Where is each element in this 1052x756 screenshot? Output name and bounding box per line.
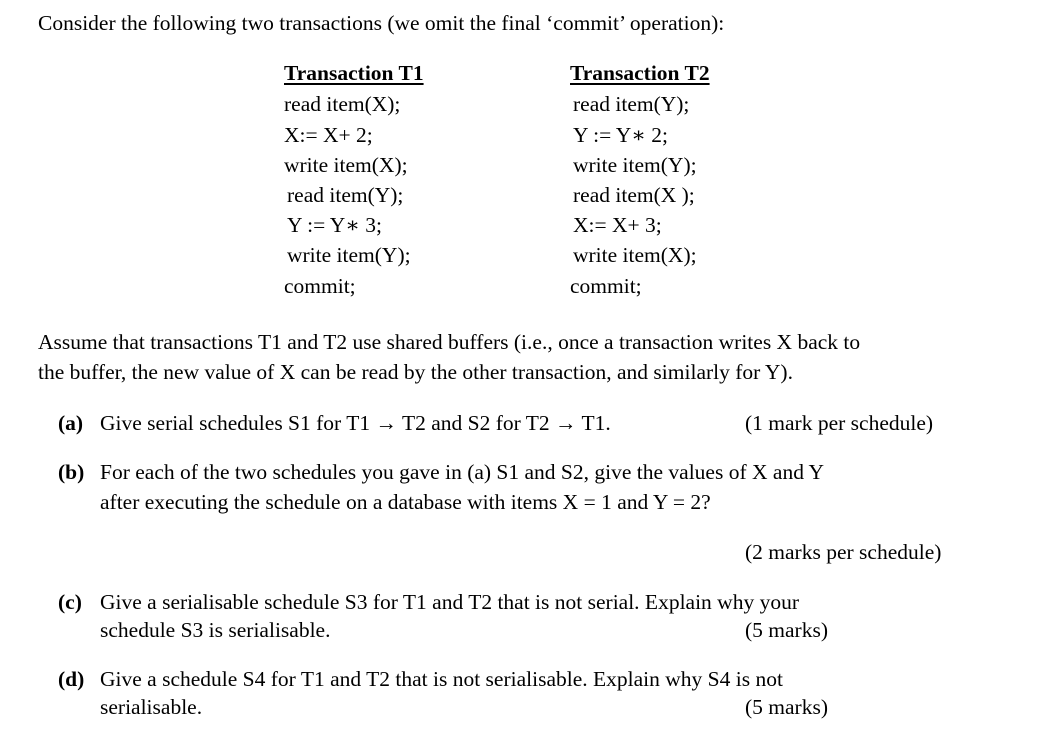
- question-c-text-1: Give a serialisable schedule S3 for T1 and T2 that is not serial. Explain why your: [100, 590, 799, 614]
- question-c-label: (c): [58, 590, 82, 614]
- question-b-marks: (2 marks per schedule): [745, 540, 942, 564]
- t1-line: commit;: [284, 274, 356, 298]
- t2-line: read item(Y);: [573, 92, 690, 116]
- t2-line: X:= X+ 3;: [573, 213, 662, 237]
- question-c-text-2: schedule S3 is serialisable.: [100, 618, 331, 642]
- t1-line: Y := Y∗ 3;: [287, 213, 383, 237]
- question-d-marks: (5 marks): [745, 695, 828, 719]
- assumption-line-1: Assume that transactions T1 and T2 use shared buffers (i.e., once a transaction writes X back to: [38, 330, 861, 354]
- t2-line: Y := Y∗ 2;: [573, 123, 669, 147]
- t1-line: X:= X+ 2;: [284, 123, 373, 147]
- t1-line: read item(Y);: [287, 183, 404, 207]
- t2-line: commit;: [570, 274, 642, 298]
- question-a-marks: (1 mark per schedule): [745, 411, 934, 435]
- intro-text: Consider the following two transactions (we omit the final ‘commit’ operation):: [38, 11, 725, 35]
- t1-line: read item(X);: [284, 92, 401, 116]
- question-b-text-1: For each of the two schedules you gave in (a) S1 and S2, give the values of X and Y: [100, 460, 825, 484]
- t2-line: write item(X);: [573, 243, 697, 267]
- question-b-text-2: after executing the schedule on a database with items X = 1 and Y = 2?: [100, 490, 711, 514]
- question-c-marks: (5 marks): [745, 618, 828, 642]
- t2-line: write item(Y);: [573, 153, 697, 177]
- question-a-label: (a): [58, 411, 84, 435]
- t1-header: Transaction T1: [284, 61, 424, 85]
- question-d-label: (d): [58, 667, 85, 691]
- question-d-text-2: serialisable.: [100, 695, 203, 719]
- question-b-label: (b): [58, 460, 85, 484]
- t2-line: read item(X );: [573, 183, 695, 207]
- t1-line: write item(Y);: [287, 243, 411, 267]
- question-d-text-1: Give a schedule S4 for T1 and T2 that is not serialisable. Explain why S4 is not: [100, 667, 783, 691]
- t2-header: Transaction T2: [570, 61, 710, 85]
- t1-line: write item(X);: [284, 153, 408, 177]
- question-a-text: Give serial schedules S1 for T1 → T2 and S2 for T2 → T1.: [100, 411, 611, 435]
- assumption-line-2: the buffer, the new value of X can be read by the other transaction, and similarly for Y).: [38, 360, 793, 384]
